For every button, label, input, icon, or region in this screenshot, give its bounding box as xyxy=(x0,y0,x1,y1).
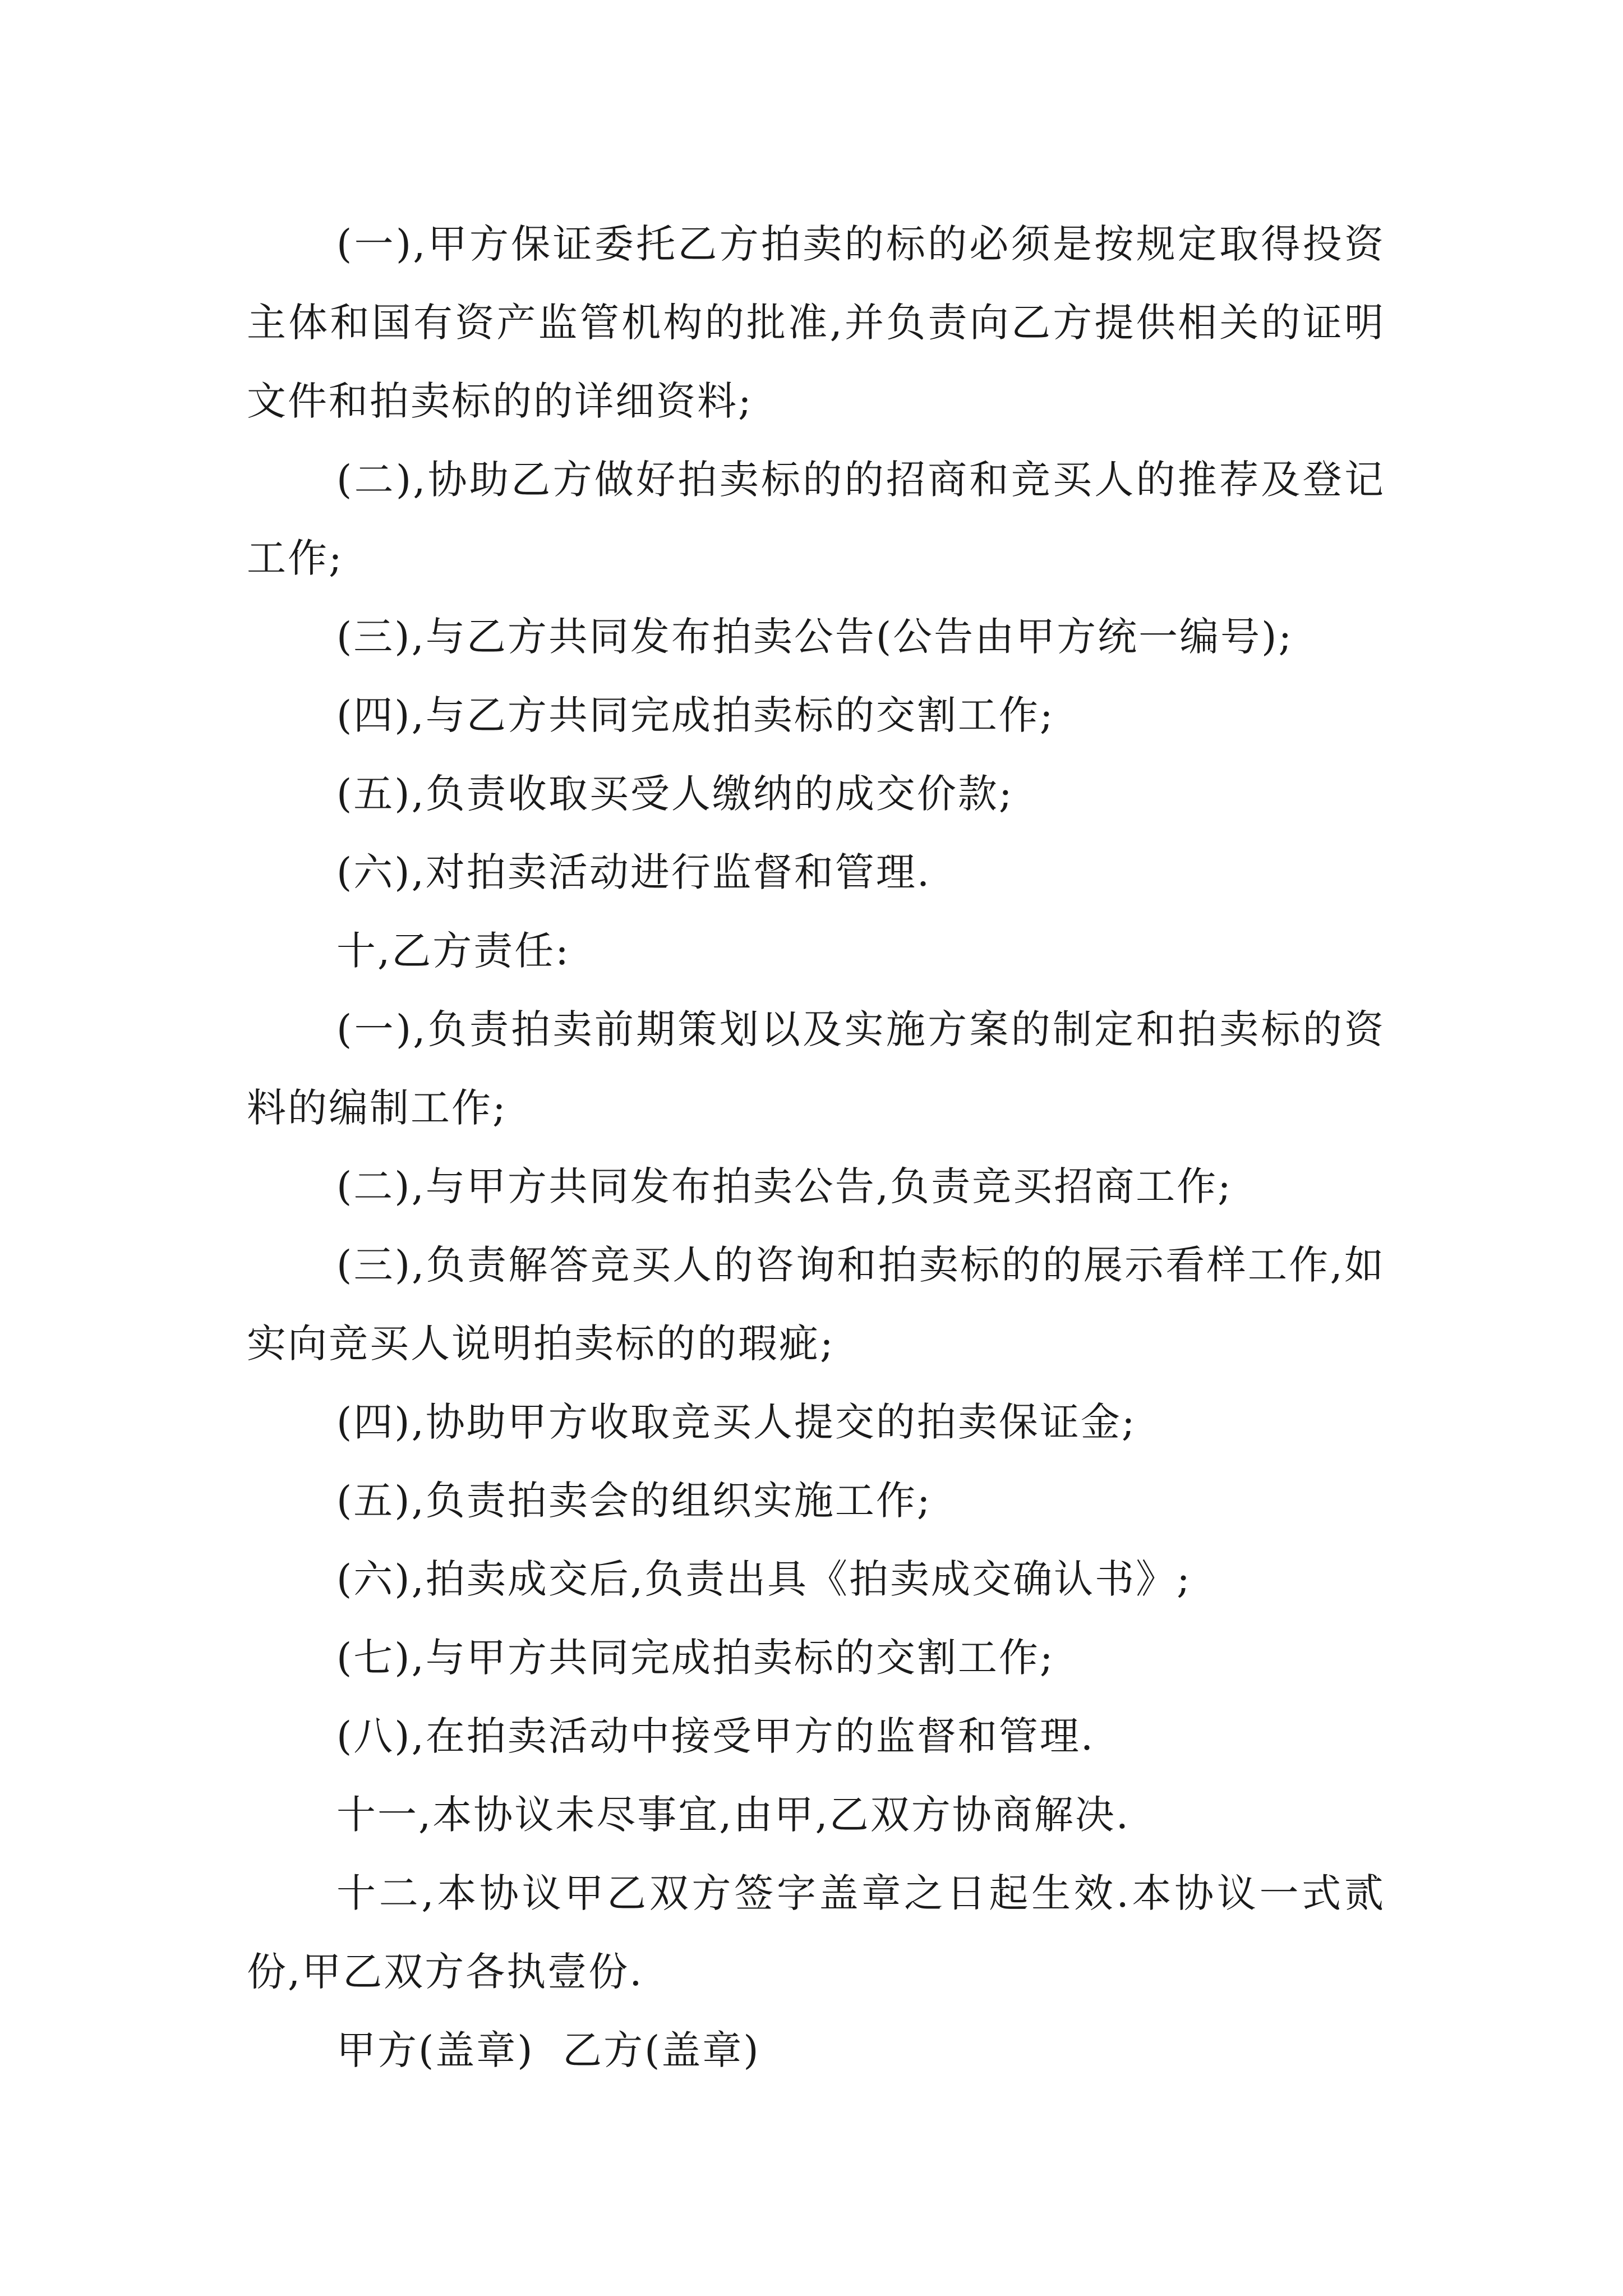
clause-2-party-a-assist-registration: (二),协助乙方做好拍卖标的的招商和竞买人的推荐及登记工作; xyxy=(247,457,1385,581)
signature-line: 甲方(盖章) 乙方(盖章) xyxy=(336,2027,760,2073)
clause-4-party-b-deposit: (四),协助甲方收取竞买人提交的拍卖保证金; xyxy=(336,1399,1137,1445)
clause-7-party-b-handover: (七),与甲方共同完成拍卖标的交割工作; xyxy=(336,1635,1055,1681)
section-12-effectiveness: 十二,本协议甲乙双方签字盖章之日起生效.本协议一式贰份,甲乙双方各执壹份. xyxy=(247,1870,1385,1995)
clause-5-party-b-organize: (五),负责拍卖会的组织实施工作; xyxy=(336,1478,932,1524)
clause-1-party-a-guarantee: (一),甲方保证委托乙方拍卖的标的必须是按规定取得投资主体和国有资产监管机构的批准,并负责向乙方提供相关的证明文件和拍卖标的的详细资料; xyxy=(247,221,1385,424)
clause-2-party-b-announcement: (二),与甲方共同发布拍卖公告,负责竞买招商工作; xyxy=(336,1163,1233,1209)
section-11-unresolved-matters: 十一,本协议未尽事宜,由甲,乙双方协商解决. xyxy=(336,1792,1131,1838)
clause-5-party-a-payment: (五),负责收取买受人缴纳的成交价款; xyxy=(336,771,1014,817)
clause-3-party-a-announcement: (三),与乙方共同发布拍卖公告(公告由甲方统一编号); xyxy=(336,614,1294,660)
clause-3-party-b-inquiries: (三),负责解答竞买人的咨询和拍卖标的的展示看样工作,如实向竞买人说明拍卖标的的瑕疵; xyxy=(247,1242,1385,1366)
section-10-heading: 十,乙方责任: xyxy=(336,928,570,974)
document-body xyxy=(247,205,1385,2090)
clause-1-party-b-planning: (一),负责拍卖前期策划以及实施方案的制定和拍卖标的资料的编制工作; xyxy=(247,1006,1385,1131)
clause-6-party-b-confirmation: (六),拍卖成交后,负责出具《拍卖成交确认书》; xyxy=(336,1556,1192,1602)
clause-4-party-a-handover: (四),与乙方共同完成拍卖标的交割工作; xyxy=(336,692,1055,738)
clause-8-party-b-supervision: (八),在拍卖活动中接受甲方的监督和管理. xyxy=(336,1713,1095,1759)
clause-6-party-a-supervision: (六),对拍卖活动进行监督和管理. xyxy=(336,849,932,895)
